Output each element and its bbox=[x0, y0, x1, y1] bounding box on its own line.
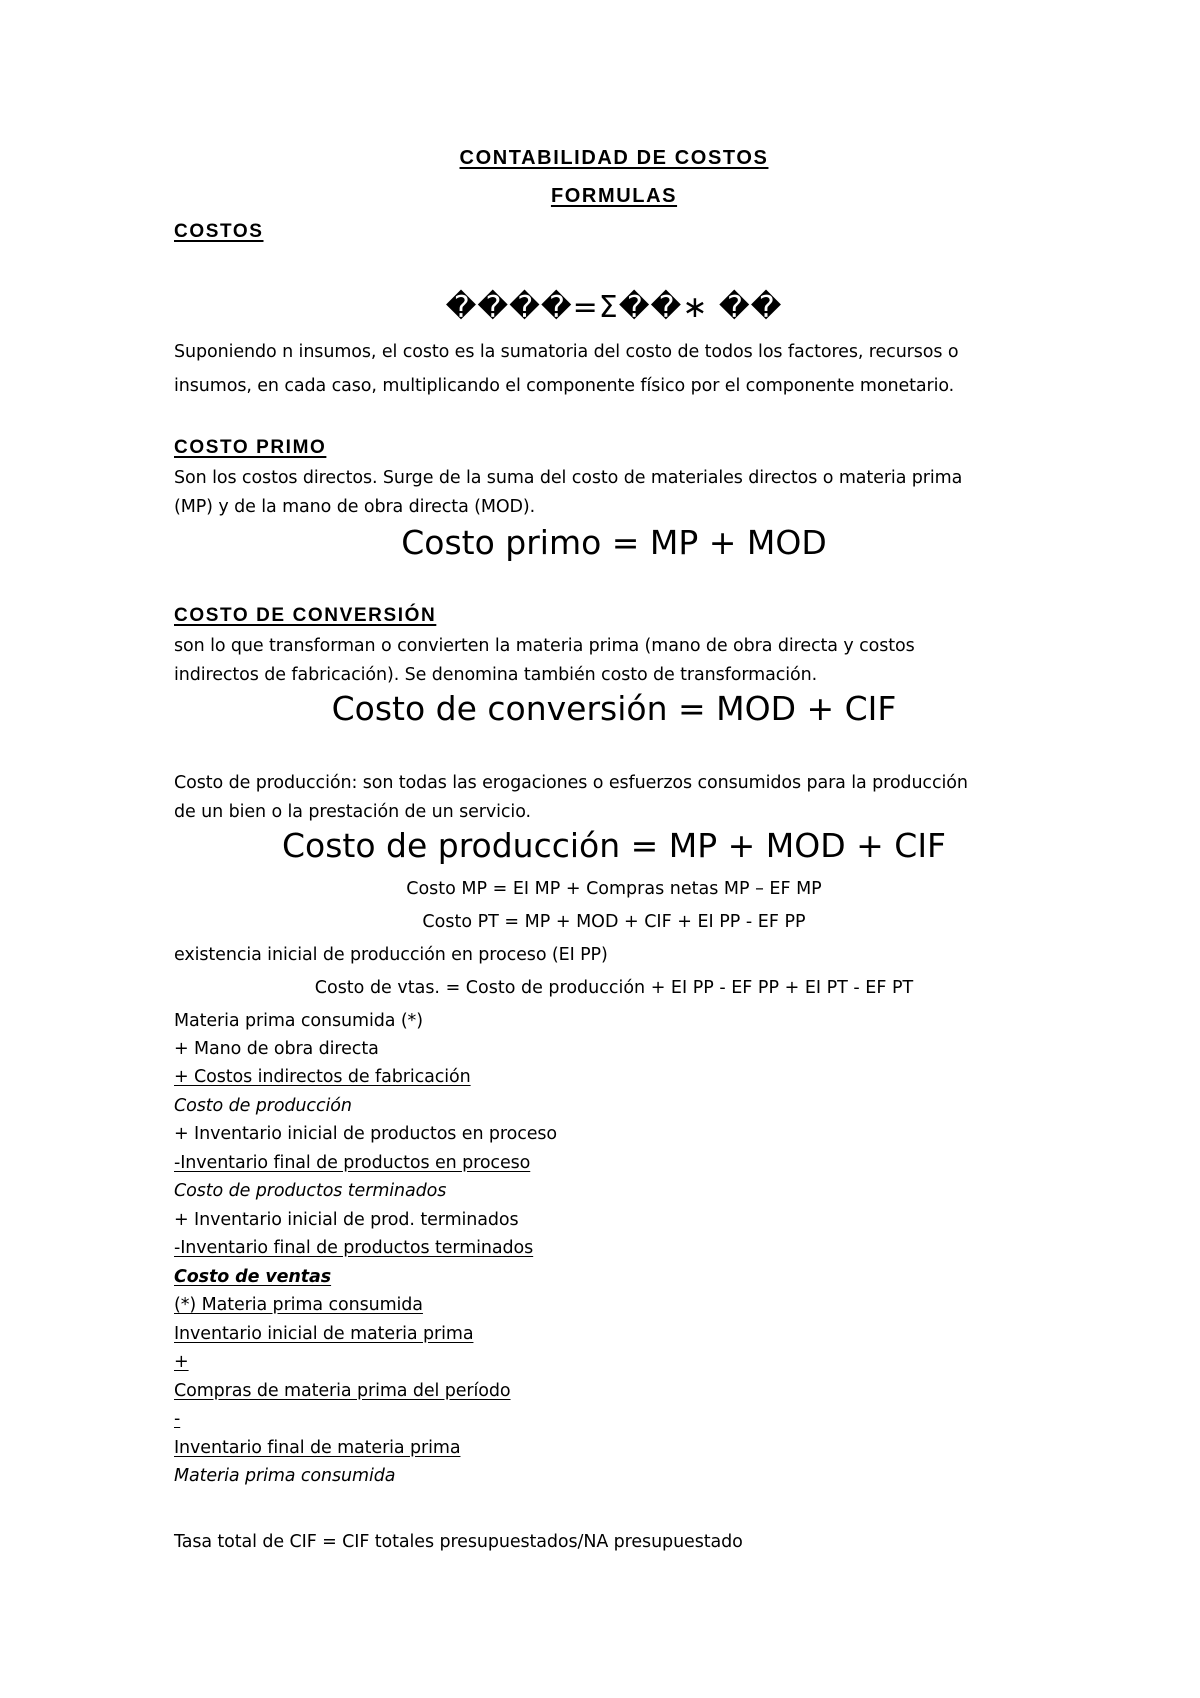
formula-costo-pt: Costo PT = MP + MOD + CIF + EI PP - EF PP bbox=[422, 912, 806, 932]
costos-desc-line-1: Suponiendo n insumos, el costo es la sumatoria del costo de todos los factores, recursos o bbox=[174, 342, 959, 362]
costo-produccion-desc-line-1: Costo de producción: son todas las erogaciones o esfuerzos consumidos para la producción bbox=[174, 773, 968, 793]
formula-costo-mp: Costo MP = EI MP + Compras netas MP – EF MP bbox=[406, 879, 822, 899]
document-subtitle: FORMULAS bbox=[550, 185, 678, 207]
estado-line-mp-consumida-header: (*) Materia prima consumida bbox=[174, 1295, 423, 1315]
estado-line-compras-mp: Compras de materia prima del período bbox=[174, 1381, 511, 1401]
estado-line-costo-produccion: Costo de producción bbox=[174, 1096, 352, 1116]
estado-line-ii-mp: Inventario inicial de materia prima bbox=[174, 1324, 474, 1344]
section-heading-costo-conversion: COSTO DE CONVERSIÓN bbox=[174, 605, 437, 626]
estado-line-costo-ventas: Costo de ventas bbox=[174, 1267, 332, 1287]
note-ei-pp: existencia inicial de producción en proceso (EI PP) bbox=[174, 945, 608, 965]
costo-primo-desc-line-1: Son los costos directos. Surge de la suma del costo de materiales directos o materia prima bbox=[174, 468, 963, 488]
formula-costo-ventas: Costo de vtas. = Costo de producción + EI PP - EF PP + EI PT - EF PT bbox=[314, 978, 914, 998]
document-title: CONTABILIDAD DE COSTOS bbox=[459, 147, 769, 169]
formula-costos: ����=Σ��∗ �� bbox=[445, 290, 783, 325]
section-heading-costos: COSTOS bbox=[174, 221, 264, 242]
estado-line-ii-pt: + Inventario inicial de prod. terminados bbox=[174, 1210, 519, 1230]
costo-produccion-desc-line-2: de un bien o la prestación de un servicio. bbox=[174, 802, 531, 822]
estado-line-if-pp: -Inventario final de productos en proceso bbox=[174, 1153, 531, 1173]
formula-costo-produccion: Costo de producción = MP + MOD + CIF bbox=[281, 826, 947, 865]
section-heading-costo-primo: COSTO PRIMO bbox=[174, 437, 327, 458]
formula-costo-conversion: Costo de conversión = MOD + CIF bbox=[331, 689, 897, 728]
tasa-cif-line: Tasa total de CIF = CIF totales presupuestados/NA presupuestado bbox=[174, 1532, 743, 1552]
estado-line-if-pt: -Inventario final de productos terminados bbox=[174, 1238, 534, 1258]
formula-costo-primo: Costo primo = MP + MOD bbox=[401, 523, 827, 562]
costo-primo-desc-line-2: (MP) y de la mano de obra directa (MOD). bbox=[174, 497, 536, 517]
costo-conversion-desc-line-1: son lo que transforman o convierten la materia prima (mano de obra directa y costos bbox=[174, 636, 915, 656]
costo-conversion-desc-line-2: indirectos de fabricación). Se denomina también costo de transformación. bbox=[174, 665, 818, 685]
estado-line-mp-consumida-total: Materia prima consumida bbox=[174, 1466, 396, 1486]
estado-line-ii-pp: + Inventario inicial de productos en proceso bbox=[174, 1124, 558, 1144]
estado-line-minus: - bbox=[174, 1409, 181, 1429]
estado-line-plus: + bbox=[174, 1352, 189, 1372]
estado-line-mp-consumida: Materia prima consumida (*) bbox=[174, 1011, 423, 1031]
estado-line-costo-pt: Costo de productos terminados bbox=[174, 1181, 447, 1201]
estado-line-cif: + Costos indirectos de fabricación bbox=[174, 1067, 471, 1087]
estado-line-if-mp: Inventario final de materia prima bbox=[174, 1438, 461, 1458]
costos-desc-line-2: insumos, en cada caso, multiplicando el componente físico por el componente monetario. bbox=[174, 376, 955, 396]
estado-line-mod: + Mano de obra directa bbox=[174, 1039, 379, 1059]
